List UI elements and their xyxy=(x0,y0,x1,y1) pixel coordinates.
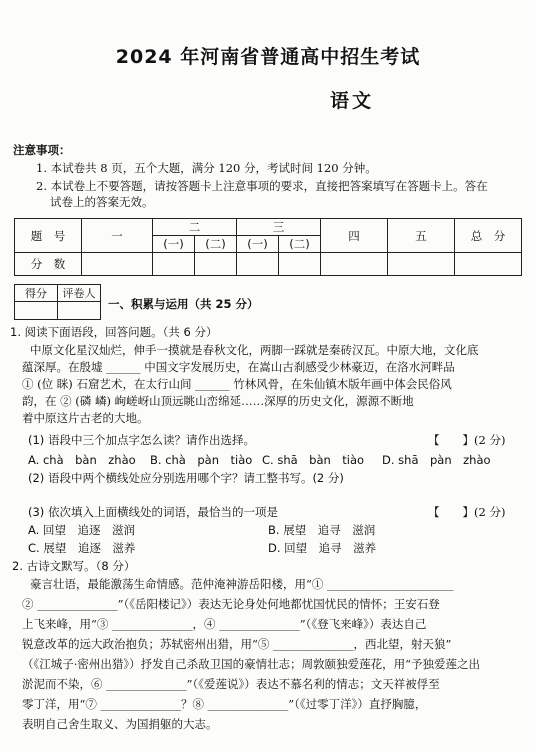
poem-line: （《江城子·密州出猎》）抒发自己杀敌卫国的豪情壮志；周敦颐独爱莲花，用“予独爱莲之出 xyxy=(22,657,481,671)
poem-line: 豪言壮语，最能激荡生命情感。范仲淹神游岳阳楼，用“① ______________________ xyxy=(30,577,454,591)
score-cell: (二) xyxy=(195,236,237,253)
grader-score-entry[interactable] xyxy=(15,302,58,320)
grader-name-entry[interactable] xyxy=(58,302,101,320)
exam-title: 2024 年河南省普通高中招生考试 xyxy=(115,46,421,68)
score-entry[interactable] xyxy=(153,253,195,276)
score-cell: (一) xyxy=(237,236,279,253)
grader-score-label: 得分 xyxy=(15,285,58,302)
sub-question: (2) 语段中两个横线处应分别选用哪个字？请工整书写。(2 分) xyxy=(28,471,344,485)
score-entry[interactable] xyxy=(388,253,455,276)
score-table xyxy=(14,218,522,276)
passage-line: 中原文化星汉灿烂，伸手一摸就是春秋文化，两脚一踩就是秦砖汉瓦。中原大地，文化底 xyxy=(30,343,479,357)
score-entry[interactable] xyxy=(195,253,237,276)
grader-name-label: 评卷人 xyxy=(58,285,101,302)
score-entry[interactable] xyxy=(321,253,388,276)
subject-title: 语文 xyxy=(330,90,375,112)
score-cell: (一) xyxy=(153,236,195,253)
score-entry[interactable] xyxy=(279,253,321,276)
score-cell: (二) xyxy=(279,236,321,253)
section-heading: 一、积累与运用（共 25 分） xyxy=(108,297,259,311)
score-cell: 总 分 xyxy=(455,219,522,253)
score-entry[interactable] xyxy=(455,253,522,276)
option[interactable]: C. shā bàn tiào xyxy=(262,453,365,467)
poem-line: 上飞来峰，用“③ ______________，④ ______________”（《登飞来峰》）表达自己 xyxy=(22,617,427,631)
note-item: 试卷上的答案无效。 xyxy=(50,195,154,209)
score-entry[interactable] xyxy=(82,253,153,276)
note-item: 1. 本试卷共 8 页，五个大题，满分 120 分，考试时间 120 分钟。 xyxy=(36,161,377,175)
answer-bracket[interactable]: 【 】(2 分) xyxy=(428,433,506,447)
score-cell: 五 xyxy=(388,219,455,253)
score-cell: 四 xyxy=(321,219,388,253)
passage-line: ① (位 眯) 石窟艺术，在太行山间 ______ 竹林风骨，在朱仙镇木版年画中体会民俗风 xyxy=(22,377,452,391)
answer-bracket[interactable]: 【 】(2 分) xyxy=(428,505,506,519)
note-item: 2. 本试卷上不要答题，请按答题卡上注意事项的要求，直接把答案填写在答题卡上。答在 xyxy=(36,179,488,193)
notes-heading: 注意事项： xyxy=(13,143,71,157)
option[interactable]: B. 展望 追寻 滋润 xyxy=(268,523,376,537)
question-stem: 2. 古诗文默写。（8 分） xyxy=(12,559,136,573)
grader-box xyxy=(14,284,101,320)
passage-line: 韵，在 ② (磷 嶙) 峋嵯岈山顶远眺山峦绵延……深厚的历史文化，源源不断地 xyxy=(22,394,414,408)
option[interactable]: B. chà pàn tiào xyxy=(150,453,253,467)
passage-line: 蕴深厚。在殷墟 ______ 中国文字发展历史，在嵩山古刹感受少林豪迈，在洛水河畔品 xyxy=(22,360,455,374)
question-stem: 1. 阅读下面语段，回答问题。（共 6 分） xyxy=(10,325,218,339)
score-cell: 分 数 xyxy=(15,253,82,276)
option[interactable]: A. chà bàn zhào xyxy=(28,453,136,467)
score-cell: 题 号 xyxy=(15,219,82,253)
option[interactable]: D. 回望 追寻 滋养 xyxy=(268,541,377,555)
passage-line: 着中原这片古老的大地。 xyxy=(22,411,149,425)
option[interactable]: D. shā pàn zhào xyxy=(382,453,491,467)
score-cell: 二 xyxy=(153,219,237,236)
poem-line: ② ______________”（《岳阳楼记》）表达无论身处何地都忧国忧民的情怀；王安石登 xyxy=(22,597,440,611)
score-cell: 三 xyxy=(237,219,321,236)
poem-line: 表明自己舍生取义、为国捐躯的大志。 xyxy=(22,717,218,731)
poem-line: 锐意改革的远大政治抱负；苏轼密州出猎，用“⑤ ______________，西北望，射天狼” xyxy=(22,637,452,651)
option[interactable]: A. 回望 追逐 滋润 xyxy=(28,523,135,537)
sub-question: (1) 语段中三个加点字怎么读？请作出选择。 xyxy=(28,433,255,447)
score-entry[interactable] xyxy=(237,253,279,276)
poem-line: 零丁洋，用“⑦ ______________？⑧ ______________”（《过零丁洋》）直抒胸臆， xyxy=(22,697,427,711)
poem-line: 淤泥而不染，⑥ ______________”（《爱莲说》）表达不慕名利的情志；文天祥被俘至 xyxy=(22,677,440,691)
score-cell: 一 xyxy=(82,219,153,253)
sub-question: (3) 依次填入上面横线处的词语，最恰当的一项是 xyxy=(28,505,278,519)
option[interactable]: C. 展望 追逐 滋养 xyxy=(28,541,136,555)
